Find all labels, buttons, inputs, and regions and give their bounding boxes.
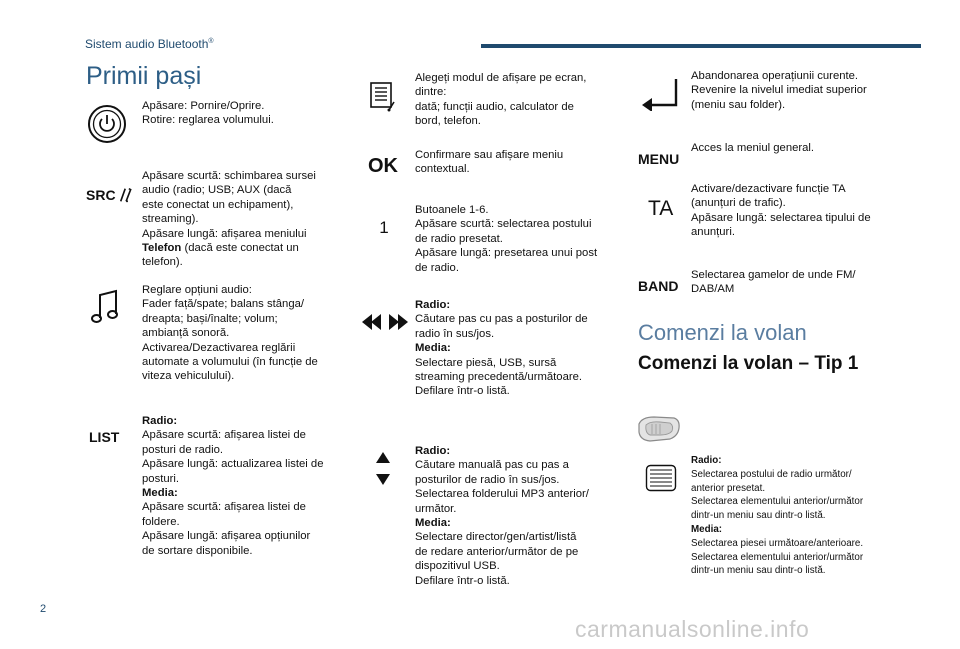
page-number: 2 — [40, 603, 47, 615]
music-note-icon — [88, 288, 122, 326]
section-heading: Comenzi la volan — [638, 320, 807, 345]
seek-description: Radio: Căutare pas cu pas a posturilor de radio în sus/jos. Media: Selectare piesă, USB, sursă streaming precedentă/următoare. Defilare într-o listă. — [415, 299, 588, 398]
band-description: Selectarea gamelor de unde FM/ DAB/AM — [691, 269, 856, 296]
list-icon — [89, 427, 129, 447]
running-header-text: Sistem audio Bluetooth — [85, 37, 209, 51]
up-down-description: Radio: Căutare manuală pas cu pas a posturilor de radio în sus/jos. Selectarea folderului MP3 anterior/ următor. Media: Selectare director/gen/artist/listă de redare anterior/următor de pe dispozitivul USB. Defilare într-o listă. — [415, 445, 589, 587]
band-icon — [638, 276, 684, 296]
subsection-heading: Comenzi la volan – Tip 1 — [638, 353, 859, 374]
thumbwheel-description: Radio: Selectarea postului de radio următor/ anterior presetat. Selectarea elementului anterior/următor dintr-un meniu sau dintr-o listă. Media: Selectarea piesei următoare/anterioare. Selectarea elementului anterior/următor dintr-un meniu sau dintr-o listă. — [691, 455, 864, 577]
thumbwheel-icon — [645, 464, 677, 492]
power-description: Apăsare: Pornire/Oprire. Rotire: reglarea volumului. — [142, 100, 274, 127]
power-knob-icon — [87, 104, 127, 144]
band-label: BAND — [638, 278, 679, 294]
ok-icon — [368, 153, 404, 179]
back-description: Abandonarea operațiunii curente. Revenire la nivelul imediat superior (meniu sau folder). — [691, 70, 867, 111]
preset-buttons-description: Butoanele 1-6. Apăsare scurtă: selectarea postului de radio presetat. Apăsare lungă: presetarea unui post de radio. — [415, 204, 598, 274]
header-rule — [481, 44, 921, 48]
seek-prev-next-icon — [362, 312, 408, 332]
running-header — [85, 37, 214, 51]
src-label: SRC — [86, 187, 116, 203]
preset-number-label: 1 — [379, 218, 389, 237]
src-description: Apăsare scurtă: schimbarea sursei audio (radio; USB; AUX (dacă este conectat un echipament), streaming). Apăsare lungă: afișarea meniului Telefon (dacă este conectat un telefon). — [142, 170, 316, 269]
list-label: LIST — [89, 429, 120, 445]
list-description: Radio: Apăsare scurtă: afișarea listei de posturi de radio. Apăsare lungă: actualizarea listei de posturi. Media: Apăsare scurtă: afișarea listei de foldere. Apăsare lungă: afișarea opțiunilor de sortare disponibile. — [142, 415, 324, 557]
audio-settings-description: Reglare opțiuni audio: Fader față/spate; balans stânga/ dreapta; bași/înalte; volum; ambianță sonoră. Activarea/Dezactivarea reglării automate a volumului (în funcție de viteza vehiculului). — [142, 284, 318, 383]
display-mode-icon — [368, 80, 398, 112]
display-mode-description: Alegeți modul de afișare pe ecran, dintre: dată; funcții audio, calculator de bord, telefon. — [415, 72, 587, 128]
page-title: Primii pași — [86, 62, 202, 90]
ta-icon — [648, 196, 680, 222]
preset-number-icon — [376, 217, 392, 239]
src-phone-icon — [86, 184, 132, 206]
menu-label: MENU — [638, 151, 680, 167]
back-return-icon — [640, 76, 680, 112]
menu-icon — [638, 149, 684, 169]
ta-description: Activare/dezactivare funcție TA (anunțuri de trafic). Apăsare lungă: selectarea tipului de anunțuri. — [691, 183, 871, 239]
steering-control-icon — [636, 414, 682, 444]
ok-label: OK — [368, 154, 398, 177]
ta-label: TA — [648, 197, 674, 220]
watermark: carmanualsonline.info — [575, 616, 810, 642]
ok-description: Confirmare sau afișare meniu contextual. — [415, 149, 564, 176]
menu-description: Acces la meniul general. — [691, 142, 815, 154]
up-down-arrows-icon — [375, 452, 391, 486]
registered-mark: ® — [208, 38, 214, 45]
